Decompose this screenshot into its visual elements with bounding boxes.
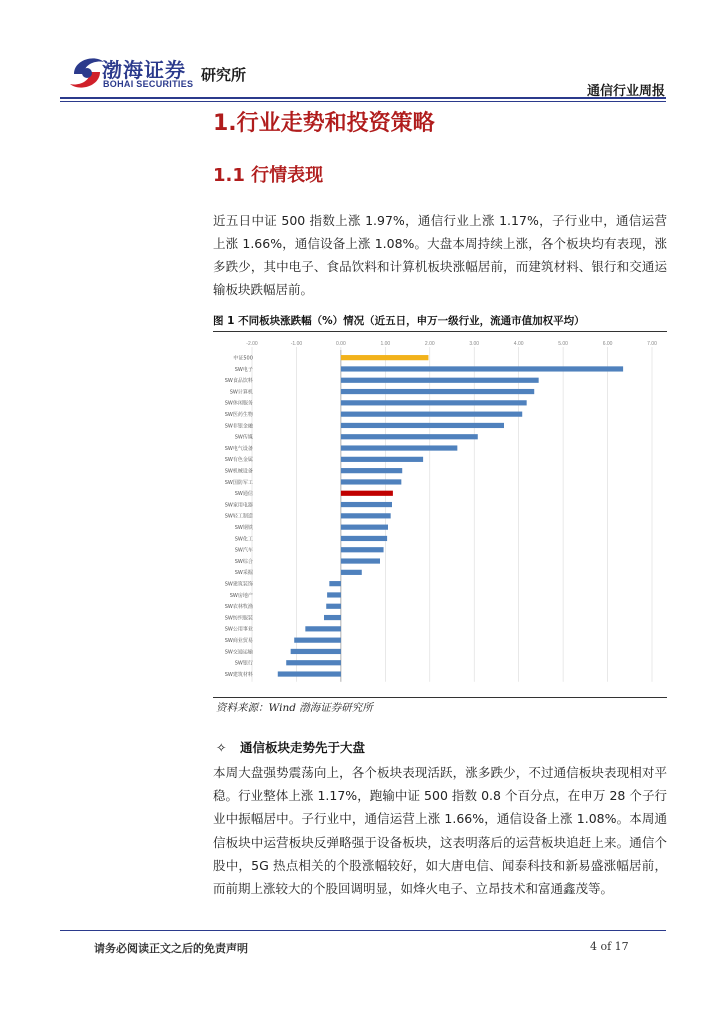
x-tick-label: 1.00: [380, 341, 391, 347]
category-label: SW商业贸易: [224, 637, 253, 644]
bar-SW商业贸易: [294, 638, 341, 643]
bar-SW家用电器: [341, 502, 392, 507]
bar-SW房地产: [327, 592, 341, 597]
bar-SW建筑材料: [278, 671, 341, 676]
category-label: SW食品饮料: [224, 378, 253, 385]
bullet-heading: [216, 738, 365, 756]
bullet-title: 通信板块走势先于大盘: [240, 740, 366, 755]
category-label: SW建筑装饰: [224, 581, 253, 588]
bar-SW电子: [341, 366, 623, 371]
category-label: SW银行: [234, 660, 253, 667]
bar-SW食品饮料: [341, 378, 539, 383]
bar-SW国防军工: [341, 479, 401, 484]
page-number: 4 of 17: [590, 940, 629, 953]
bar-SW化工: [341, 536, 387, 541]
category-label: SW房地产: [229, 592, 253, 599]
bar-SW医药生物: [341, 412, 522, 417]
bar-SW公用事业: [305, 626, 341, 631]
x-tick-label: 0.00: [336, 341, 346, 347]
market-summary-paragraph: 近五日中证 500 指数上涨 1.97%，通信行业上涨 1.17%，子行业中，通信运营上涨 1.66%，通信设备上涨 1.08%。大盘本周持续上涨，各个板块均有表现，涨多跌少，其中电子、食品饮料和计算机板块涨幅居前，而建筑材料、银行和交通运输板块跌幅居前。: [213, 213, 667, 297]
category-label: SW综合: [234, 558, 253, 565]
bar-SW钢铁: [341, 525, 388, 530]
logo-chinese-name: 渤海证券: [102, 58, 186, 82]
bar-SW采掘: [341, 570, 362, 575]
category-label: SW计算机: [229, 389, 253, 396]
chart-x-ticks: [246, 341, 657, 347]
header-divider-thin: [60, 101, 666, 102]
category-label: SW有色金属: [224, 457, 253, 464]
category-label: SW建筑材料: [224, 671, 253, 678]
report-type: 通信行业周报: [586, 84, 665, 99]
bar-SW银行: [286, 660, 341, 665]
bar-SW建筑装饰: [329, 581, 341, 586]
bar-SW纺织服装: [324, 615, 341, 620]
category-label: SW电气设备: [224, 445, 253, 452]
category-label: SW通信: [234, 491, 253, 498]
category-label: SW公用事业: [224, 626, 253, 633]
bar-SW传媒: [341, 434, 478, 439]
chart-category-labels: [225, 354, 254, 677]
bar-SW计算机: [341, 389, 534, 394]
bar-SW农林牧渔: [326, 604, 341, 609]
x-tick-label: 6.00: [602, 341, 613, 347]
chart-bars: [278, 355, 623, 677]
footer-divider: [60, 930, 666, 931]
diamond-bullet-icon: ✧: [216, 740, 227, 755]
category-label: SW非银金融: [224, 423, 253, 430]
logo-english-name: BOHAI SECURITIES: [103, 79, 194, 89]
category-label: SW电子: [234, 366, 253, 373]
bar-SW轻工制造: [341, 513, 391, 518]
section-heading: 1.行业走势和投资策略: [213, 111, 435, 136]
category-label: 中证500: [233, 355, 253, 362]
category-label: SW化工: [234, 536, 253, 543]
x-tick-label: 7.00: [647, 341, 657, 347]
category-label: SW机械设备: [224, 468, 253, 475]
weekly-analysis-paragraph: 本周大盘强势震荡向上，各个板块表现活跃，涨多跌少，不过通信板块表现相对平稳。行业整体上涨 1.17%，跑输中证 500 指数 0.8 个百分点，在申万 28 个子行业中振幅居中。子行业中，通信运营上涨 1.66%，通信设备上涨 1.08%。本周通信板块中运营板块反弹略强于设备板块，这表明落后的运营板块追赶上来。通信个股中，5G 热点相关的个股涨幅较好，如大唐电信、闻泰科技和新易盛涨幅居前，而前期上涨较大的个股回调明显，如烽火电子、立昂技术和富通鑫茂等。: [213, 765, 667, 897]
bar-SW休闲服务: [341, 400, 527, 405]
bar-SW机械设备: [341, 468, 402, 473]
category-label: SW钢铁: [234, 524, 253, 531]
category-label: SW交通运输: [224, 649, 253, 656]
bar-SW交通运输: [291, 649, 341, 654]
bar-SW综合: [341, 558, 380, 563]
figure-source: 资料来源：Wind 渤海证券研究所: [216, 702, 373, 714]
x-tick-label: 3.00: [469, 341, 480, 347]
category-label: SW农林牧渔: [224, 604, 253, 611]
figure-caption: 图 1 不同板块涨跌幅（%）情况（近五日，申万一级行业，流通市值加权平均）: [213, 315, 585, 327]
category-label: SW轻工制造: [224, 513, 253, 520]
category-label: SW汽车: [234, 547, 253, 554]
category-label: SW纺织服装: [224, 615, 253, 622]
bar-SW电气设备: [341, 445, 457, 450]
subsection-heading: 1.1 行情表现: [213, 165, 324, 186]
category-label: SW休闲服务: [224, 400, 253, 407]
x-tick-label: 2.00: [424, 341, 435, 347]
category-label: SW医药生物: [224, 411, 253, 418]
x-tick-label: 5.00: [558, 341, 568, 347]
category-label: SW传媒: [234, 434, 253, 441]
sector-performance-bar-chart: [213, 333, 667, 695]
x-tick-label: 4.00: [513, 341, 524, 347]
figure-bottom-rule: [213, 697, 667, 698]
header-divider: [60, 97, 666, 99]
disclaimer-note: 请务必阅读正文之后的免责声明: [94, 942, 248, 955]
x-tick-label: -2.00: [246, 341, 258, 347]
bar-中证500: [341, 355, 429, 360]
chart-gridlines: [252, 347, 652, 682]
category-label: SW国防军工: [224, 479, 253, 486]
category-label: SW采掘: [234, 570, 253, 577]
bar-SW通信: [341, 491, 393, 496]
figure-top-rule: [213, 331, 667, 332]
bar-SW汽车: [341, 547, 384, 552]
department-label: 研究所: [201, 66, 247, 84]
category-label: SW家用电器: [224, 502, 253, 509]
bar-SW有色金属: [341, 457, 423, 462]
bar-SW非银金融: [341, 423, 504, 428]
x-tick-label: -1.00: [290, 341, 303, 347]
